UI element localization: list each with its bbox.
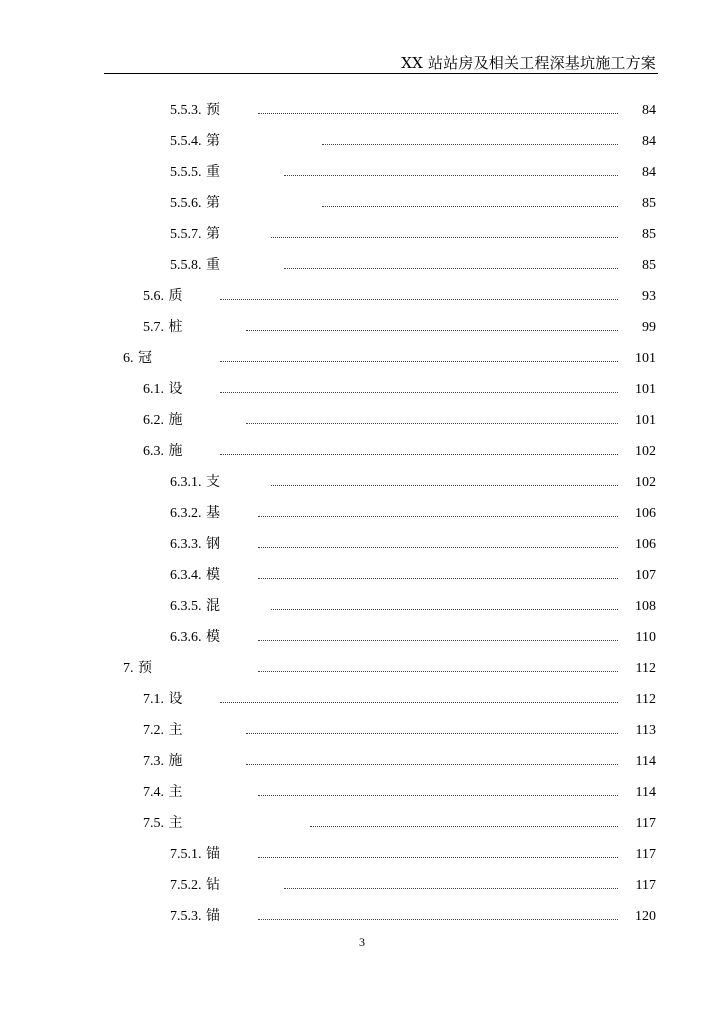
toc-entry-page-number: 101 [635, 351, 656, 366]
toc-entry-title: 第 [205, 226, 220, 242]
toc-entry-number: 6. [123, 351, 134, 366]
toc-dot-leader [284, 268, 618, 269]
toc-entry[interactable] [0, 808, 724, 839]
document-title: XX 站站房及相关工程深基坑施工方案 [401, 54, 656, 72]
toc-entry-page-number: 84 [642, 165, 656, 180]
toc-entry-number: 7.5. [143, 816, 164, 831]
toc-dot-leader [271, 609, 618, 610]
toc-dot-leader [258, 578, 618, 579]
toc-entry-label [170, 901, 220, 932]
toc-entry-number: 5.6. [143, 289, 164, 304]
toc-entry[interactable] [0, 188, 724, 219]
toc-entry[interactable] [0, 560, 724, 591]
toc-entry[interactable] [0, 529, 724, 560]
toc-entry-page-number: 107 [635, 568, 656, 583]
toc-entry-title: 锚 [205, 846, 220, 862]
toc-entry-number: 5.5.7. [170, 227, 202, 242]
toc-entry-page-number: 108 [635, 599, 656, 614]
toc-entry-title: 质 [168, 288, 183, 304]
toc-entry-number: 7.5.1. [170, 847, 202, 862]
toc-entry-number: 6.3.3. [170, 537, 202, 552]
toc-entry-page-number: 85 [642, 258, 656, 273]
toc-entry-label [143, 405, 182, 436]
toc-entry-number: 7.4. [143, 785, 164, 800]
toc-entry-title: 预 [137, 660, 152, 676]
toc-entry-number: 6.3.2. [170, 506, 202, 521]
toc-entry-page-number: 99 [642, 320, 656, 335]
toc-entry-page-number: 101 [635, 382, 656, 397]
toc-entry-label [170, 839, 220, 870]
toc-entry-label [170, 870, 220, 901]
toc-entry[interactable] [0, 622, 724, 653]
toc-dot-leader [322, 144, 618, 145]
toc-dot-leader [258, 857, 618, 858]
toc-entry-page-number: 102 [635, 444, 656, 459]
toc-entry-page-number: 84 [642, 103, 656, 118]
toc-entry-title: 主 [168, 815, 183, 831]
toc-entry-label [143, 777, 182, 808]
toc-entry-label [170, 157, 220, 188]
toc-entry-title: 冠 [137, 350, 152, 366]
toc-entry-page-number: 106 [635, 537, 656, 552]
toc-entry[interactable] [0, 870, 724, 901]
toc-entry-number: 5.5.3. [170, 103, 202, 118]
toc-dot-leader [258, 919, 618, 920]
toc-entry-number: 7.2. [143, 723, 164, 738]
toc-entry-title: 重 [205, 164, 220, 180]
toc-entry-number: 6.3.1. [170, 475, 202, 490]
toc-entry-label [170, 95, 220, 126]
toc-dot-leader [246, 330, 618, 331]
toc-entry-title: 模 [205, 629, 220, 645]
toc-entry-page-number: 84 [642, 134, 656, 149]
toc-dot-leader [322, 206, 618, 207]
toc-entry-number: 5.7. [143, 320, 164, 335]
toc-entry[interactable] [0, 126, 724, 157]
toc-dot-leader [284, 888, 618, 889]
toc-entry-title: 施 [168, 443, 183, 459]
toc-entry-page-number: 93 [642, 289, 656, 304]
toc-entry[interactable] [0, 777, 724, 808]
toc-dot-leader [220, 454, 618, 455]
toc-entry-page-number: 112 [635, 661, 656, 676]
toc-dot-leader [246, 423, 618, 424]
toc-dot-leader [258, 516, 618, 517]
toc-entry-number: 5.5.5. [170, 165, 202, 180]
toc-dot-leader [271, 237, 618, 238]
toc-entry[interactable] [0, 157, 724, 188]
toc-entry-number: 6.3.6. [170, 630, 202, 645]
toc-entry-title: 锚 [205, 908, 220, 924]
toc-dot-leader [310, 826, 618, 827]
toc-entry-title: 混 [205, 598, 220, 614]
toc-entry-label [170, 591, 220, 622]
toc-entry[interactable] [0, 374, 724, 405]
toc-entry-title: 主 [168, 722, 183, 738]
toc-entry-label [143, 436, 182, 467]
toc-entry-label [143, 312, 182, 343]
toc-entry-label [170, 467, 220, 498]
toc-entry-number: 7.5.2. [170, 878, 202, 893]
header-divider [104, 73, 658, 74]
toc-dot-leader [220, 392, 618, 393]
toc-dot-leader [258, 795, 618, 796]
toc-entry-label [170, 560, 220, 591]
toc-entry[interactable] [0, 343, 724, 374]
toc-entry-title: 设 [168, 691, 183, 707]
toc-entry-page-number: 114 [635, 785, 656, 800]
toc-dot-leader [220, 702, 618, 703]
toc-dot-leader [258, 640, 618, 641]
toc-entry-number: 7. [123, 661, 134, 676]
toc-dot-leader [220, 361, 618, 362]
toc-entry[interactable] [0, 498, 724, 529]
toc-dot-leader [258, 113, 618, 114]
toc-entry-label [123, 343, 152, 374]
toc-dot-leader [284, 175, 618, 176]
toc-entry-title: 施 [168, 753, 183, 769]
toc-entry-number: 5.5.6. [170, 196, 202, 211]
toc-entry-label [143, 715, 182, 746]
toc-entry-number: 6.3.4. [170, 568, 202, 583]
toc-entry-page-number: 110 [635, 630, 656, 645]
toc-entry[interactable] [0, 839, 724, 870]
toc-entry[interactable] [0, 312, 724, 343]
toc-entry-title: 施 [168, 412, 183, 428]
toc-dot-leader [258, 671, 618, 672]
toc-entry-label [143, 808, 182, 839]
toc-entry[interactable] [0, 281, 724, 312]
toc-entry-number: 7.5.3. [170, 909, 202, 924]
toc-entry-title: 基 [205, 505, 220, 521]
toc-entry-number: 5.5.4. [170, 134, 202, 149]
toc-entry[interactable] [0, 250, 724, 281]
toc-entry-title: 第 [205, 133, 220, 149]
toc-entry-title: 主 [168, 784, 183, 800]
toc-entry-title: 预 [205, 102, 220, 118]
toc-entry-number: 6.3.5. [170, 599, 202, 614]
toc-entry-label [170, 188, 220, 219]
toc-dot-leader [246, 764, 618, 765]
toc-entry[interactable] [0, 684, 724, 715]
toc-entry-title: 钻 [205, 877, 220, 893]
toc-entry-label [143, 746, 182, 777]
toc-entry-page-number: 106 [635, 506, 656, 521]
toc-dot-leader [246, 733, 618, 734]
toc-entry-number: 6.3. [143, 444, 164, 459]
toc-entry-title: 模 [205, 567, 220, 583]
toc-entry-page-number: 117 [635, 878, 656, 893]
toc-entry-number: 6.2. [143, 413, 164, 428]
toc-entry[interactable] [0, 715, 724, 746]
toc-entry[interactable] [0, 95, 724, 126]
toc-entry[interactable] [0, 901, 724, 932]
toc-entry-label [143, 374, 182, 405]
toc-entry[interactable] [0, 653, 724, 684]
toc-entry[interactable] [0, 746, 724, 777]
toc-entry-page-number: 102 [635, 475, 656, 490]
toc-entry-page-number: 85 [642, 227, 656, 242]
toc-entry-number: 6.1. [143, 382, 164, 397]
toc-entry-label [123, 653, 152, 684]
toc-entry-label [170, 622, 220, 653]
toc-entry-page-number: 113 [635, 723, 656, 738]
toc-entry-page-number: 112 [635, 692, 656, 707]
toc-entry-title: 设 [168, 381, 183, 397]
toc-entry-title: 桩 [168, 319, 183, 335]
toc-entry[interactable] [0, 591, 724, 622]
toc-entry[interactable] [0, 219, 724, 250]
toc-entry-label [170, 498, 220, 529]
toc-entry[interactable] [0, 467, 724, 498]
toc-dot-leader [258, 547, 618, 548]
toc-entry-page-number: 117 [635, 847, 656, 862]
toc-entry-label [170, 250, 220, 281]
toc-dot-leader [220, 299, 618, 300]
footer-page-number: 3 [359, 935, 365, 949]
toc-entry-label [170, 219, 220, 250]
toc-entry-number: 7.1. [143, 692, 164, 707]
toc-entry-label [170, 529, 220, 560]
toc-entry-title: 重 [205, 257, 220, 273]
toc-entry-page-number: 117 [635, 816, 656, 831]
toc-entry-title: 钢 [205, 536, 220, 552]
toc-entry-label [143, 281, 182, 312]
toc-entry-page-number: 114 [635, 754, 656, 769]
toc-entry-title: 支 [205, 474, 220, 490]
toc-entry-number: 5.5.8. [170, 258, 202, 273]
toc-entry-page-number: 120 [635, 909, 656, 924]
toc-entry-page-number: 85 [642, 196, 656, 211]
toc-entry-page-number: 101 [635, 413, 656, 428]
toc-entry-number: 7.3. [143, 754, 164, 769]
toc-dot-leader [271, 485, 618, 486]
toc-entry[interactable] [0, 405, 724, 436]
toc-entry[interactable] [0, 436, 724, 467]
toc-entry-title: 第 [205, 195, 220, 211]
toc-entry-label [143, 684, 182, 715]
toc-entry-label [170, 126, 220, 157]
